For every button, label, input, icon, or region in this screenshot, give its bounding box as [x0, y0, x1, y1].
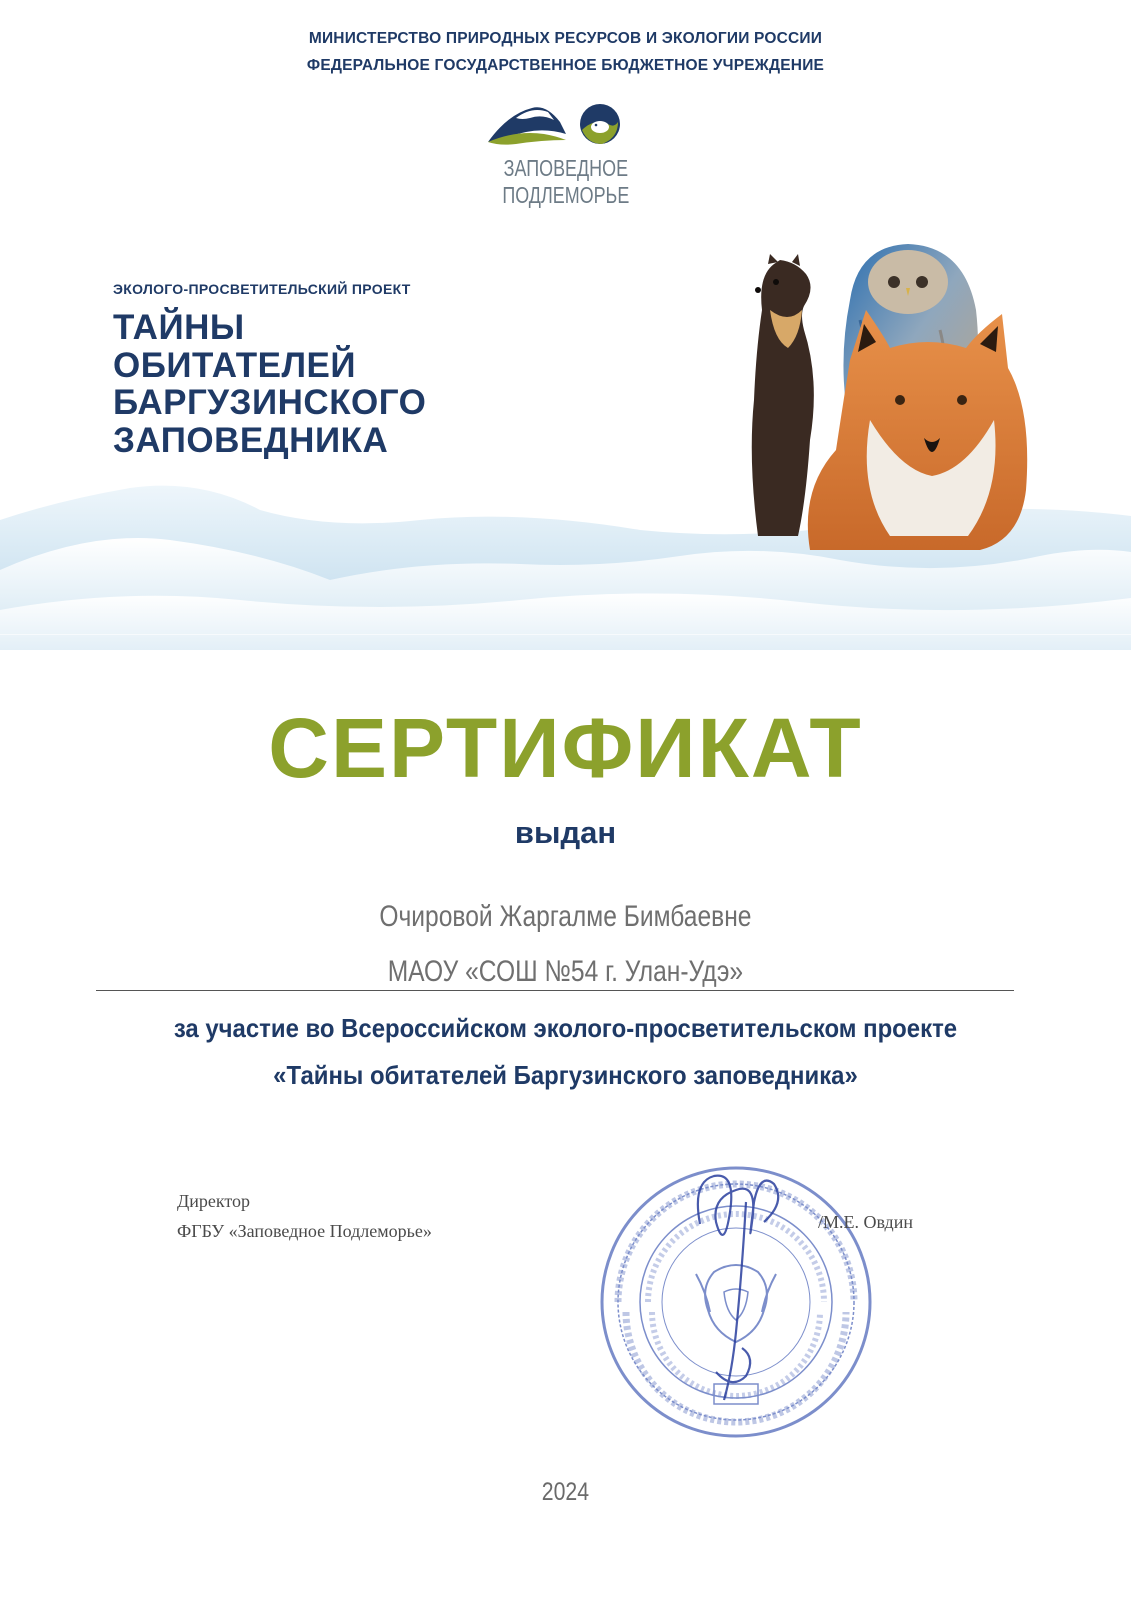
recipient-underline — [96, 990, 1014, 991]
project-title-line-4: ЗАПОВЕДНИКА — [113, 420, 389, 460]
logo-text-line-1: ЗАПОВЕДНОЕ — [503, 155, 629, 181]
project-title-line-3: БАРГУЗИНСКОГО — [113, 383, 427, 422]
project-title-line-1: ТАЙНЫ — [113, 308, 245, 347]
logo-text-line-2: ПОДЛЕМОРЬЕ — [502, 182, 630, 208]
certificate-title: СЕРТИФИКАТ — [268, 701, 863, 795]
ministry-line-1: МИНИСТЕРСТВО ПРИРОДНЫХ РЕСУРСОВ И ЭКОЛОГИИ РОССИИ — [308, 30, 823, 47]
director-organization: ФГБУ «Заповедное Подлеморье» — [177, 1221, 432, 1241]
recipient-organization: МАОУ «СОШ №54 г. Улан-Удэ» — [387, 955, 744, 988]
official-stamp-image — [596, 1162, 876, 1442]
director-position: Директор — [177, 1191, 251, 1211]
ministry-line-2: ФЕДЕРАЛЬНОЕ ГОСУДАРСТВЕННОЕ БЮДЖЕТНОЕ УЧРЕЖДЕНИЕ — [306, 57, 825, 74]
project-subtitle: ЭКОЛОГО-ПРОСВЕТИТЕЛЬСКИЙ ПРОЕКТ — [113, 281, 411, 297]
reason-line-2: «Тайны обитателей Баргузинского заповедника» — [273, 1060, 858, 1090]
reserve-logo-icon — [486, 100, 622, 152]
issued-label: выдан — [514, 815, 617, 850]
project-title-line-2: ОБИТАТЕЛЕЙ — [113, 345, 357, 385]
animals-illustration-image — [740, 240, 1050, 560]
director-block — [177, 1186, 432, 1246]
signer-name: /М.Е. Овдин — [818, 1212, 913, 1232]
reason-line-1: за участие во Всероссийском эколого-просветительском проекте — [173, 1013, 958, 1043]
project-title — [113, 309, 426, 459]
issue-year: 2024 — [541, 1478, 590, 1506]
recipient-name: Очировой Жаргалме Бимбаевне — [379, 900, 752, 933]
